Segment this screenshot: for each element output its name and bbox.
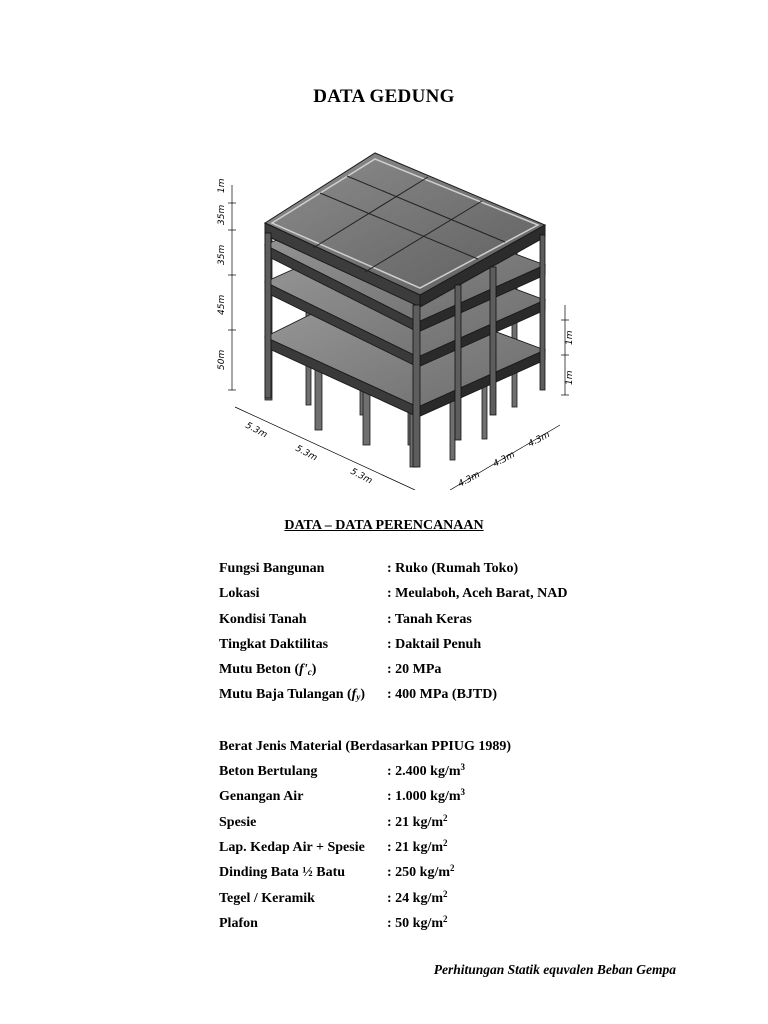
spec-label: Mutu Beton $(f'_c)$ [219, 662, 317, 678]
spec-row [219, 657, 679, 682]
material-label: Dinding Bata ½ Batu [219, 865, 346, 881]
material-value: : 50 $kg/m^2$ [387, 913, 448, 931]
material-label: Tegel / Keramik [219, 890, 315, 906]
material-row [219, 911, 679, 936]
dim-left-2: 35m [217, 204, 227, 225]
spec-label: Kondisi Tanah [219, 611, 307, 627]
dim-left-3: 35m [217, 244, 227, 265]
material-row [219, 860, 679, 885]
dim-left-4: 45m [217, 294, 227, 315]
material-value: : 24 $kg/m^2$ [387, 888, 448, 906]
material-row [219, 759, 679, 784]
material-label: Spesie [219, 814, 257, 830]
material-label: Beton Bertulang [219, 764, 318, 780]
spec-value: : 400 MPa (BJTD) [387, 687, 498, 703]
material-label: Plafon [219, 915, 258, 931]
page-footer: Perhitungan Statik equvalen Beban Gempa [433, 962, 676, 977]
spec-row [219, 556, 679, 581]
dim-left-1: 1m [217, 178, 227, 193]
spec-list [219, 556, 679, 936]
material-value: : 2.400 $kg/m^3$ [387, 762, 465, 780]
building-figure [210, 145, 580, 490]
material-title: Berat Jenis Material (Berdasarkan PPIUG 1989) [219, 738, 512, 754]
material-row [219, 835, 679, 860]
page-title: DATA GEDUNG [313, 86, 455, 107]
material-row [219, 784, 679, 809]
dim-bottom-left-3: 5.3m [348, 466, 374, 487]
dim-right-2: 1m [565, 370, 575, 385]
spec-value: : Ruko (Rumah Toko) [387, 561, 519, 576]
dim-bottom-right-1: 4.3m [456, 469, 482, 490]
spec-value: : Daktail Penuh [387, 636, 482, 652]
spec-row [219, 632, 679, 657]
spec-row [219, 607, 679, 632]
spec-label: Mutu Baja Tulangan $(f_y)$ [219, 687, 366, 703]
dim-bottom-left-1: 5.3m [243, 420, 269, 441]
material-label: Lap. Kedap Air + Spesie [219, 839, 365, 855]
dim-bottom-right-3: 4.3m [526, 429, 552, 450]
dim-bottom-right-2: 4.3m [491, 449, 517, 470]
spec-row [219, 581, 679, 606]
spec-label: Fungsi Bangunan [219, 561, 325, 576]
material-label: Genangan Air [219, 789, 304, 805]
material-row [219, 886, 679, 911]
spec-row [219, 682, 679, 707]
spec-value: : 20 MPa [387, 662, 442, 678]
spec-label: Lokasi [219, 586, 260, 602]
building-isometric-drawing [210, 145, 580, 490]
dim-right-1: 1m [565, 330, 575, 345]
dim-left-5: 50m [217, 349, 227, 370]
spec-value: : Meulaboh, Aceh Barat, NAD [387, 586, 568, 602]
material-row [219, 810, 679, 835]
spec-label: Tingkat Daktilitas [219, 636, 329, 652]
material-value: : 21 $kg/m^2$ [387, 812, 448, 830]
material-value: : 21 $kg/m^2$ [387, 837, 448, 855]
section-title: DATA – DATA PERENCANAAN [284, 518, 484, 533]
dim-bottom-left-2: 5.3m [293, 443, 319, 464]
material-value: : 250 $kg/m^2$ [387, 863, 455, 881]
material-value: : 1.000 $kg/m^3$ [387, 787, 465, 805]
spec-value: : Tanah Keras [387, 611, 472, 627]
